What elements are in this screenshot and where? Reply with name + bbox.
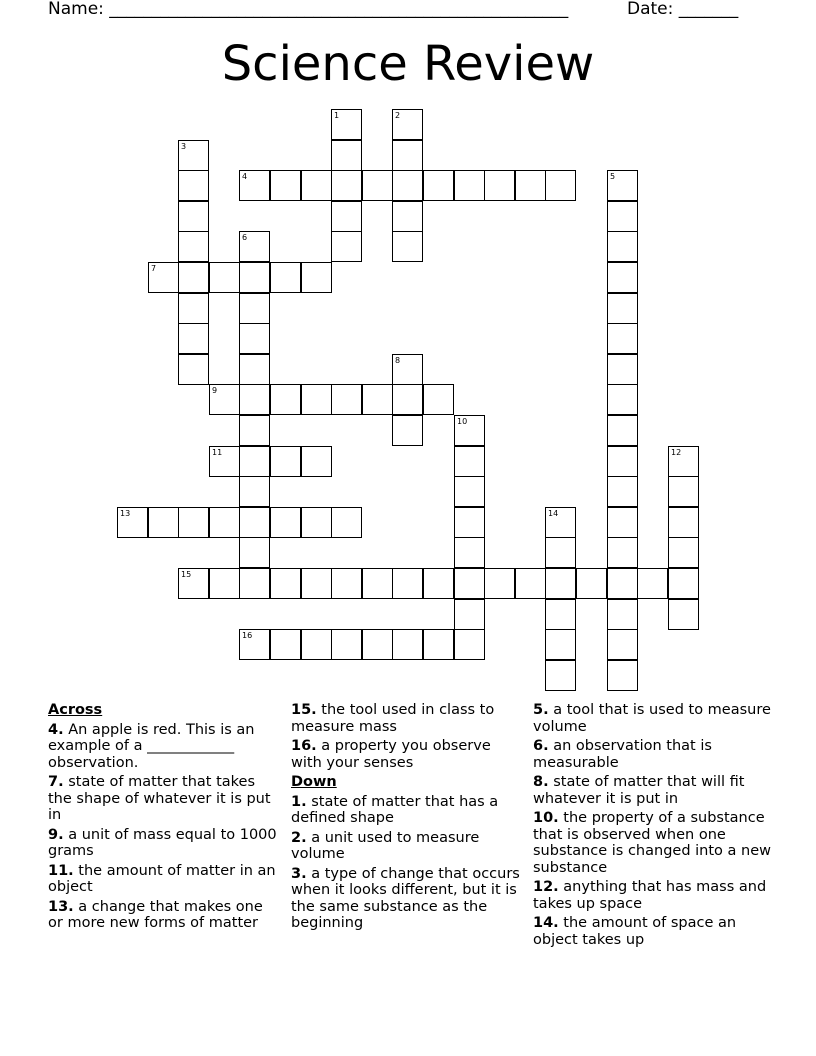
grid-cell[interactable] [239,354,270,385]
grid-cell[interactable] [239,507,270,538]
grid-cell[interactable] [454,476,485,507]
grid-cell[interactable] [178,323,209,354]
grid-cell[interactable] [239,568,270,599]
clue-number: 8 [395,356,401,365]
grid-cell[interactable] [392,201,423,232]
clues-column-2 [291,702,523,935]
grid-cell[interactable] [362,384,393,415]
grid-cell[interactable] [239,170,270,201]
grid-cell[interactable] [423,384,454,415]
grid-cell[interactable] [545,507,576,538]
clue-down-1: 1. state of matter that has a defined shape [291,793,499,826]
grid-cell[interactable] [331,170,362,201]
clue-across-7: 7. state of matter that takes the shape of whatever it is put in [48,774,271,823]
grid-cell[interactable] [545,660,576,691]
grid-cell[interactable] [607,568,638,599]
grid-cell[interactable] [545,537,576,568]
grid-cell[interactable] [607,201,638,232]
clue-number: 10 [457,417,468,426]
grid-cell[interactable] [209,568,240,599]
clue-number: 13 [120,509,131,518]
grid-cell[interactable] [454,170,485,201]
grid-cell[interactable] [239,323,270,354]
grid-cell[interactable] [239,476,270,507]
grid-cell[interactable] [607,507,638,538]
grid-cell[interactable] [331,201,362,232]
grid-cell[interactable] [331,629,362,660]
grid-cell[interactable] [423,170,454,201]
grid-cell[interactable] [607,415,638,446]
grid-cell[interactable] [392,354,423,385]
grid-cell[interactable] [178,170,209,201]
grid-cell[interactable] [454,629,485,660]
grid-cell[interactable] [239,262,270,293]
clue-across-9: 9. a unit of mass equal to 1000 grams [48,826,277,859]
grid-cell[interactable] [239,293,270,324]
grid-cell[interactable] [178,201,209,232]
grid-cell[interactable] [239,537,270,568]
grid-cell[interactable] [668,599,699,630]
clue-down-3: 3. a type of change that occurs when it looks different, but it is the same substance as the beginning [291,865,520,931]
grid-cell[interactable] [392,415,423,446]
grid-cell[interactable] [607,262,638,293]
grid-cell[interactable] [270,384,301,415]
grid-cell[interactable] [454,537,485,568]
grid-cell[interactable] [239,415,270,446]
grid-cell[interactable] [209,262,240,293]
clue-down-5: 5. a tool that is used to measure volume [533,702,771,735]
grid-cell[interactable] [301,568,332,599]
clue-down-6: 6. an observation that is measurable [533,738,712,771]
grid-cell[interactable] [270,568,301,599]
grid-cell[interactable] [668,537,699,568]
grid-cell[interactable] [607,354,638,385]
grid-cell[interactable] [484,568,515,599]
grid-cell[interactable] [423,568,454,599]
grid-cell[interactable] [454,415,485,446]
grid-cell[interactable] [178,231,209,262]
grid-cell[interactable] [637,568,668,599]
grid-cell[interactable] [392,231,423,262]
grid-cell[interactable] [545,599,576,630]
grid-cell[interactable] [178,293,209,324]
grid-cell[interactable] [209,384,240,415]
grid-cell[interactable] [607,170,638,201]
grid-cell[interactable] [515,568,546,599]
grid-cell[interactable] [545,568,576,599]
grid-cell[interactable] [178,262,209,293]
page-title: Science Review [221,36,595,92]
clue-down-12: 12. anything that has mass and takes up space [533,879,767,912]
grid-cell[interactable] [607,537,638,568]
grid-cell[interactable] [331,109,362,140]
clue-across-13: 13. a change that makes one or more new forms of matter [48,898,263,931]
grid-cell[interactable] [148,507,179,538]
grid-cell[interactable] [331,140,362,171]
name-field-label: Name: ______________________________________________________ [48,0,569,19]
clues-column-3 [533,702,773,951]
grid-cell[interactable] [454,446,485,477]
grid-cell[interactable] [301,629,332,660]
clue-down-2: 2. a unit used to measure volume [291,829,480,862]
clue-down-8: 8. state of matter that will fit whatever it is put in [533,774,745,807]
grid-cell[interactable] [209,446,240,477]
grid-cell[interactable] [270,262,301,293]
grid-cell[interactable] [607,476,638,507]
clue-across-11: 11. the amount of matter in an object [48,862,276,895]
grid-cell[interactable] [178,354,209,385]
clue-down-14: 14. the amount of space an object takes up [533,915,737,948]
clue-number: 3 [181,142,187,151]
grid-cell[interactable] [331,568,362,599]
date-field-label: Date: _______ [627,0,739,19]
grid-cell[interactable] [239,384,270,415]
grid-cell[interactable] [607,629,638,660]
grid-cell[interactable] [178,568,209,599]
clues-column-1 [48,702,280,935]
grid-cell[interactable] [270,170,301,201]
grid-cell[interactable] [545,629,576,660]
clue-number: 5 [610,172,616,181]
grid-cell[interactable] [270,446,301,477]
grid-cell[interactable] [668,476,699,507]
grid-cell[interactable] [362,568,393,599]
grid-cell[interactable] [239,446,270,477]
clue-number: 9 [212,386,218,395]
grid-cell[interactable] [668,507,699,538]
grid-cell[interactable] [392,109,423,140]
grid-cell[interactable] [331,231,362,262]
clue-number: 16 [242,631,253,640]
grid-cell[interactable] [423,629,454,660]
grid-cell[interactable] [148,262,179,293]
grid-cell[interactable] [301,507,332,538]
grid-cell[interactable] [392,568,423,599]
grid-cell[interactable] [331,507,362,538]
clue-number: 11 [212,448,223,457]
grid-cell[interactable] [484,170,515,201]
grid-cell[interactable] [545,170,576,201]
clue-across-16: 16. a property you observe with your senses [291,738,491,771]
grid-cell[interactable] [607,599,638,630]
grid-cell[interactable] [362,629,393,660]
grid-cell[interactable] [178,507,209,538]
grid-cell[interactable] [239,231,270,262]
grid-cell[interactable] [301,446,332,477]
down-heading: Down [291,774,337,790]
grid-cell[interactable] [454,599,485,630]
clue-number: 7 [151,264,157,273]
grid-cell[interactable] [392,170,423,201]
grid-cell[interactable] [178,140,209,171]
clue-number: 1 [334,111,340,120]
grid-cell[interactable] [392,140,423,171]
grid-cell[interactable] [392,384,423,415]
grid-cell[interactable] [209,507,240,538]
grid-cell[interactable] [668,568,699,599]
grid-cell[interactable] [668,446,699,477]
clue-number: 4 [242,172,248,181]
grid-cell[interactable] [270,507,301,538]
grid-cell[interactable] [301,170,332,201]
clue-across-4: 4. An apple is red. This is an example of a ____________ observation. [48,721,255,771]
clue-number: 15 [181,570,192,579]
grid-cell[interactable] [607,446,638,477]
grid-cell[interactable] [607,384,638,415]
grid-cell[interactable] [576,568,607,599]
grid-cell[interactable] [301,384,332,415]
grid-cell[interactable] [607,231,638,262]
across-heading: Across [48,702,103,718]
grid-cell[interactable] [301,262,332,293]
grid-cell[interactable] [454,568,485,599]
clue-across-15: 15. the tool used in class to measure mass [291,702,495,735]
grid-cell[interactable] [607,323,638,354]
grid-cell[interactable] [331,384,362,415]
clue-number: 6 [242,233,248,242]
clue-number: 2 [395,111,401,120]
grid-cell[interactable] [117,507,148,538]
grid-cell[interactable] [515,170,546,201]
grid-cell[interactable] [239,629,270,660]
grid-cell[interactable] [454,507,485,538]
grid-cell[interactable] [607,293,638,324]
grid-cell[interactable] [607,660,638,691]
grid-cell[interactable] [270,629,301,660]
grid-cell[interactable] [362,170,393,201]
clue-number: 12 [671,448,682,457]
grid-cell[interactable] [392,629,423,660]
clue-down-10: 10. the property of a substance that is observed when one substance is changed into a new substance [533,810,771,876]
clue-number: 14 [548,509,559,518]
